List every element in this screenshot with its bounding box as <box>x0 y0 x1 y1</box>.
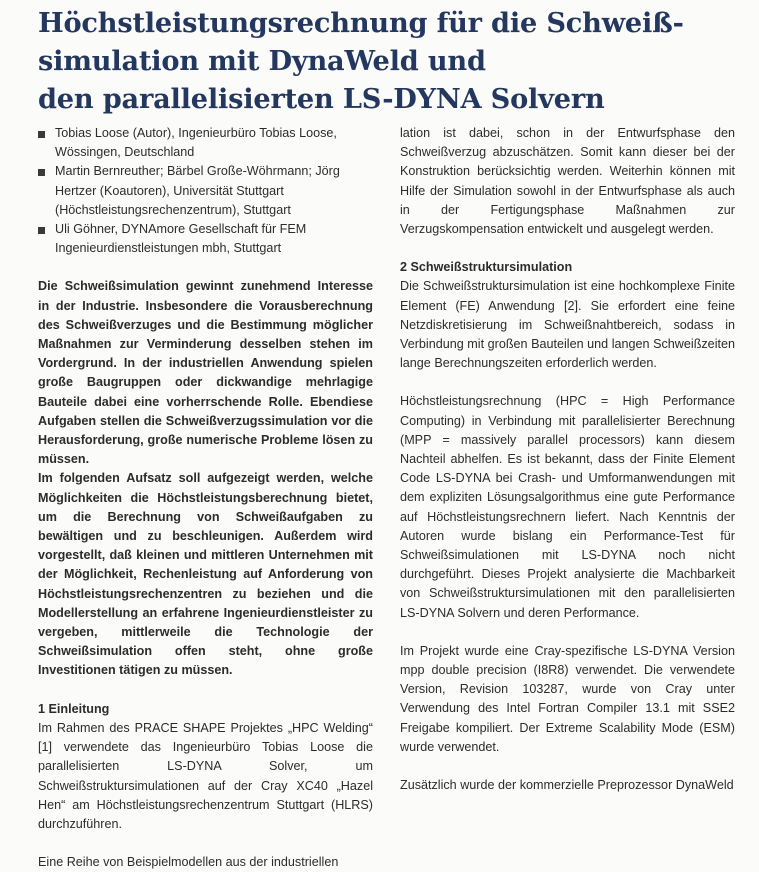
body-paragraph: Die Schweißstruktursimulation ist eine hochkomplexe Finite Element (FE) Anwendung [2]. Sie erfordert eine feine Netzdiskretisierung im Schweißnahtbereich, sodass in Verbindung mit großen Bauteilen und langen Schweißzeiten lange Berechnungszeiten erforderlich werden. <box>400 279 735 371</box>
author-list <box>38 124 373 258</box>
body-paragraph: Eine Reihe von Beispielmodellen aus der industriellen <box>38 855 339 870</box>
article-title <box>38 4 738 118</box>
section-heading: 1 Einleitung <box>38 701 110 716</box>
body-paragraph: Höchstleistungsrechnung (HPC = High Performance Computing) in Verbindung mit parallelisierter Berechnung (MPP = massively parallel processors) kann diesem Nachteil abhelfen. Es ist bekannt, dass der Finite Element Code LS-DYNA bei Crash- und Umformanwendungen mit dem expliziten Lösungsalgorithmus eine gute Performance auf Höchstleistungsrechnern liefert. Nach Kenntnis der Autoren wurde bislang ein Performance-Test für Schweißsimulationen mit LS-DYNA noch nicht durchgeführt. Dieses Projekt analysierte die Machbarkeit von Schweißstruktursimulationen mit den parallelisierten LS-DYNA Solvern und deren Performance. <box>400 394 735 620</box>
body-paragraph: Im Rahmen des PRACE SHAPE Projektes „HPC Welding“ [1] verwendete das Ingenieurbüro Tobias Loose die parallelisierten LS-DYNA Solver, um Schweißstruktursimulationen auf der Cray XC40 „Hazel Hen“ am Höchstleistungsrechenzentrum Stuttgart (HLRS) durchzuführen. <box>38 720 373 831</box>
author-entry: Tobias Loose (Autor), Ingenieurbüro Tobias Loose, Wössingen, Deutschland <box>38 124 373 162</box>
abstract-paragraph: Im folgenden Aufsatz soll aufgezeigt werden, welche Möglichkeiten die Höchstleistungsberechnung bietet, um die Berechnung von Schweißaufgaben zu bewältigen und zu beschleunigen. Außerdem wird vorgestellt, daß kleinen und mittleren Unternehmen mit der Möglichkeit, Rechenleistung auf Anforderung von Höchstleistungsrechenzentren zu beziehen und die Modellerstellung an erfahrene Ingenieurdienstleister zu vergeben, mittlerweile die Technologie der Schweißsimulation offen steht, ohne große Investitionen tätigen zu müssen. <box>38 471 373 678</box>
abstract-paragraph: Die Schweißsimulation gewinnt zunehmend Interesse in der Industrie. Insbesondere die Vorausberechnung des Schweißverzuges und die Bestimmung möglicher Maßnahmen zur Verminderung desselben stehen im Vordergrund. In der industriellen Anwendung spielen große Baugruppen oder dickwandige mehrlagige Bauteile dabei eine vorherrschende Rolle. Ebendiese Aufgaben stellen die Schweißverzugssimulation vor die Herausforderung, große numerische Probleme lösen zu müssen. <box>38 279 373 467</box>
title-line: simulation mit DynaWeld und <box>38 45 486 77</box>
body-paragraph: Im Projekt wurde eine Cray-spezifische LS-DYNA Version mpp double precision (I8R8) verwendet. Die verwendete Version, Revision 103287, wurde von Cray unter Verwendung des Intel Fortran Compiler 13.1 mit SSE2 Freigabe kompiliert. Der Extreme Scalability Mode (ESM) wurde verwendet. <box>400 643 735 754</box>
title-line: Höchstleistungsrechnung für die Schweiß- <box>38 7 684 39</box>
author-entry: Martin Bernreuther; Bärbel Große-Wöhrmann; Jörg Hertzer (Koautoren), Universität Stuttgart (Höchstleistungsrechenzentrum), Stuttgart <box>38 162 373 220</box>
body-paragraph: Zusätzlich wurde der kommerzielle Preprozessor DynaWeld <box>400 778 734 793</box>
author-entry: Uli Göhner, DYNAmore Gesellschaft für FEM Ingenieurdienstleistungen mbh, Stuttgart <box>38 220 373 258</box>
right-column <box>400 124 735 795</box>
body-paragraph: lation ist dabei, schon in der Entwurfsphase den Schweißverzug abzuschätzen. Somit kann dieser bei der Konstruktion berücksichtig werden. Weiterhin können mit Hilfe der Simulation sowohl in der Entwurfsphase als auch in der Fertigungsphase Maßnahmen zur Verzugskompensation entwickelt und ausgelegt werden. <box>400 126 735 237</box>
title-line: den parallelisierten LS-DYNA Solvern <box>38 83 605 115</box>
section-heading: 2 Schweißstruktursimulation <box>400 260 573 275</box>
